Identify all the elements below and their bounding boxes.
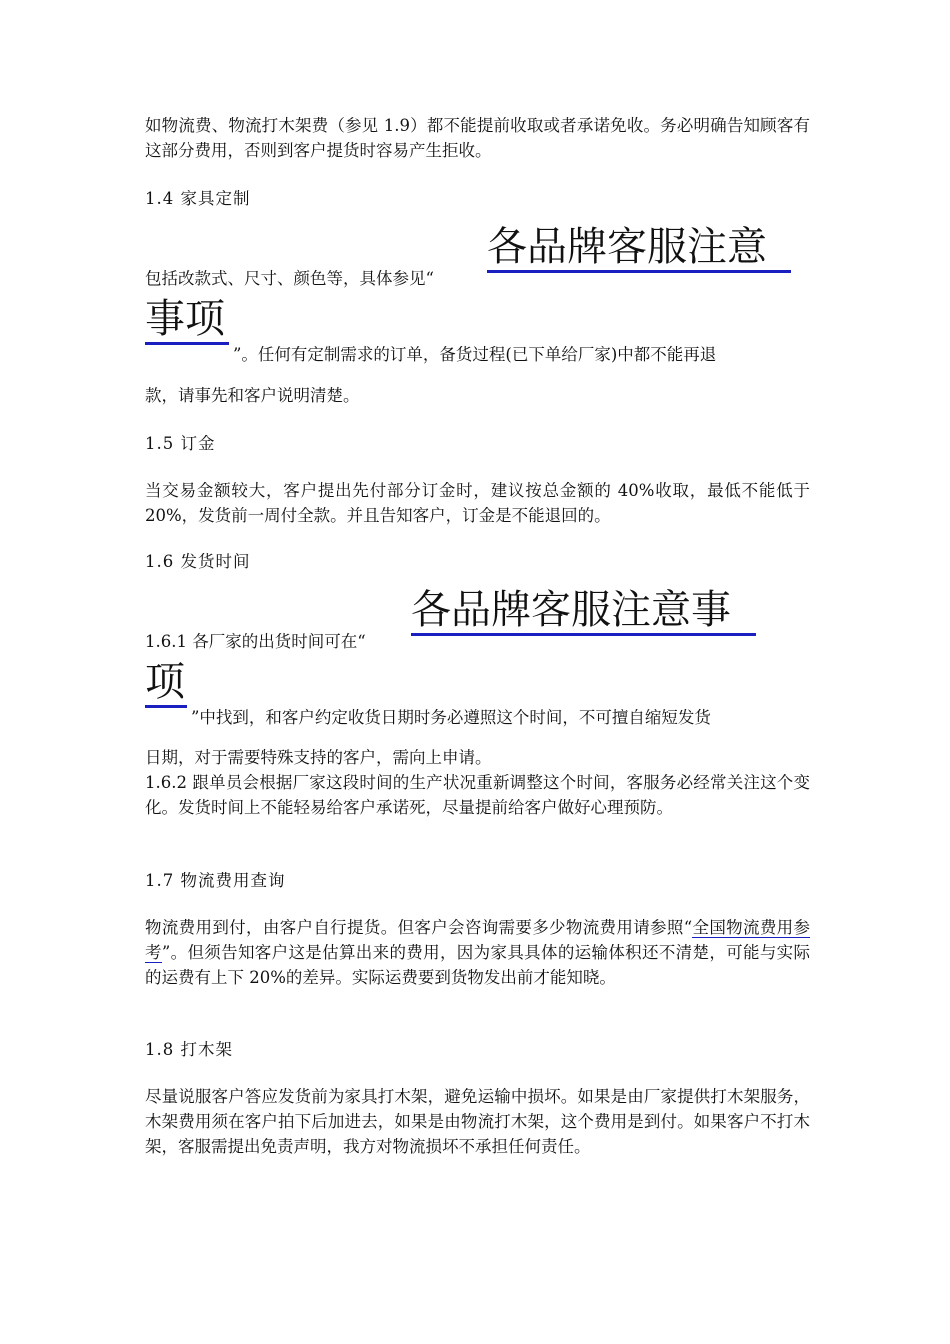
heading-1-4: 1.4 家具定制 — [145, 189, 251, 208]
p17-text-b: ”。但须告知客户这是估算出来的费用，因为家具具体的运输体积还不清楚，可能与实际的运费有上下 20%的差异。实际运费要到货物发出前才能知晓。 — [145, 943, 811, 987]
brand-cs-notes-link-part1[interactable]: 各品牌客服注意 — [487, 224, 791, 273]
brand-cs-notes-link-2-part1[interactable]: 各品牌客服注意事 — [411, 587, 756, 636]
p14-text-c: 款，请事先和客户说明清楚。 — [145, 386, 360, 405]
p161-text-c: 日期，对于需要特殊支持的客户，需向上申请。 — [145, 748, 492, 767]
heading-1-5: 1.5 订金 — [145, 434, 216, 453]
paragraph-logistics-fees: 如物流费、物流打木架费（参见 1.9）都不能提前收取或者承诺免收。务必明确告知顾客有这部分费用，否则到客户提货时容易产生拒收。 — [145, 116, 810, 160]
p14-text-a: 包括改款式、尺寸、颜色等，具体参见“ — [145, 269, 434, 288]
p161-text-a: 1.6.1 各厂家的出货时间可在“ — [145, 632, 366, 651]
heading-1-7: 1.7 物流费用查询 — [145, 871, 286, 890]
paragraph-1-6-2: 1.6.2 跟单员会根据厂家这段时间的生产状况重新调整这个时间，客服务必经常关注这个变化。发货时间上不能轻易给客户承诺死，尽量提前给客户做好心理预防。 — [145, 773, 810, 817]
brand-cs-notes-link-part2[interactable]: 事项 — [145, 296, 229, 345]
heading-1-6: 1.6 发货时间 — [145, 552, 251, 571]
p161-link-line2[interactable] — [145, 659, 187, 708]
p161-text-b: ”中找到，和客户约定收货日期时务必遵照这个时间，不可擅自缩短发货 — [191, 708, 711, 727]
paragraph-wooden-frame: 尽量说服客户答应发货前为家具打木架，避免运输中损坏。如果是由厂家提供打木架服务，木架费用须在客户拍下后加进去，如果是由物流打木架，这个费用是到付。如果客户不打木架，客服需提出免责声明，我方对物流损坏不承担任何责任。 — [145, 1087, 810, 1156]
p17-text-a: 物流费用到付，由客户自行提货。但客户会咨询需要多少物流费用请参照“ — [145, 918, 693, 937]
heading-1-8: 1.8 打木架 — [145, 1040, 233, 1059]
brand-cs-notes-link-2-part2[interactable]: 项 — [145, 659, 187, 708]
national-logistics-fee-link[interactable]: 全国物流费用参考 — [145, 918, 811, 962]
p14-text-b: ”。任何有定制需求的订单，备货过程(已下单给厂家)中都不能再退 — [233, 345, 717, 364]
p14-link-line2[interactable] — [145, 296, 229, 345]
p161-link-line1[interactable] — [411, 587, 756, 636]
paragraph-logistics-query — [145, 915, 810, 990]
p14-link-line1[interactable] — [487, 224, 791, 273]
paragraph-deposit: 当交易金额较大，客户提出先付部分订金时，建议按总金额的 40%收取，最低不能低于 20%，发货前一周付全款。并且告知客户，订金是不能退回的。 — [145, 481, 810, 525]
